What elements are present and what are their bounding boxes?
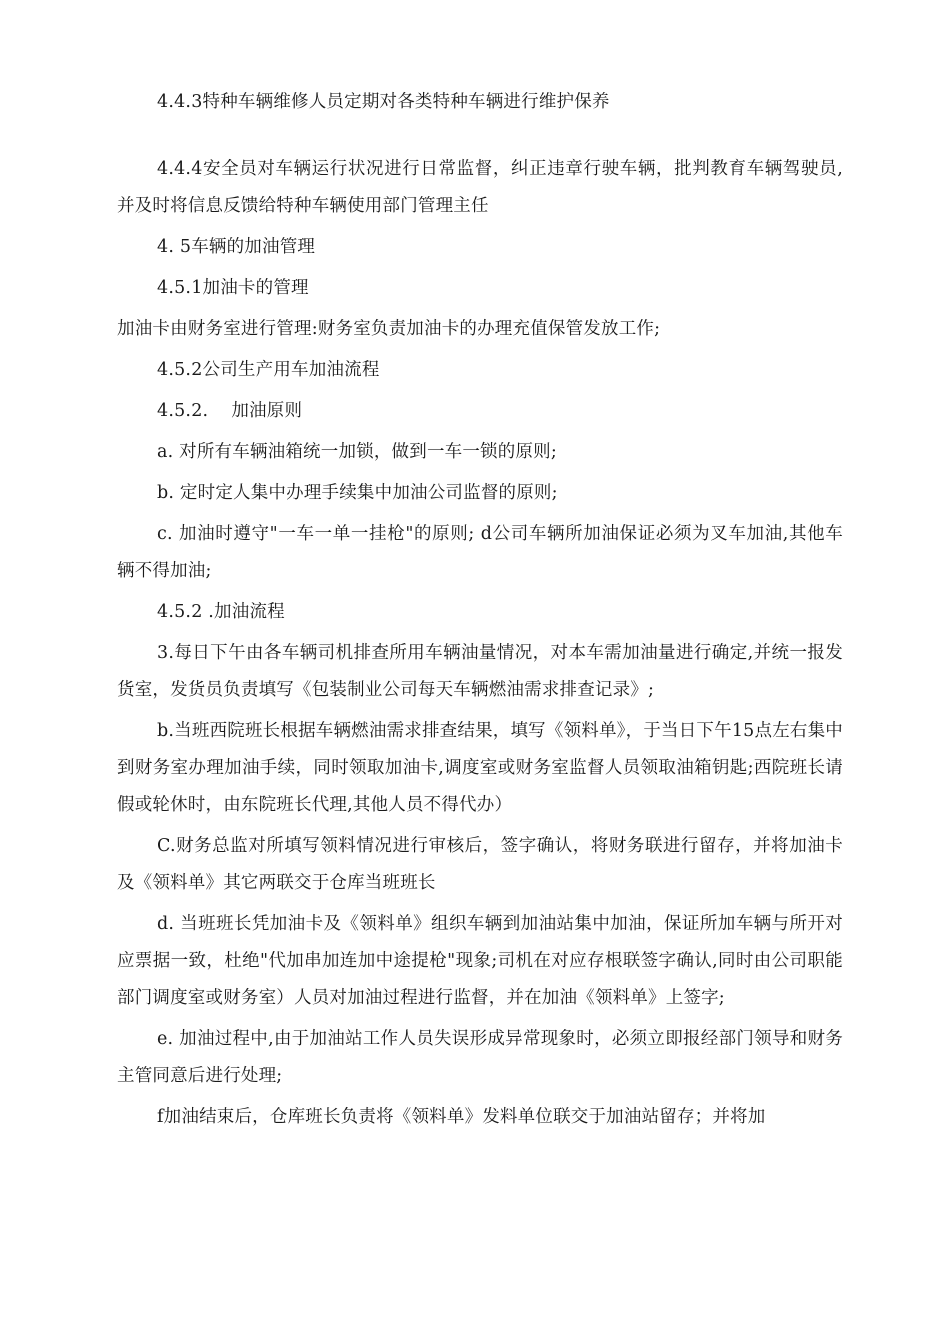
process-step-3: 3.每日下午由各车辆司机排查所用车辆油量情况，对本车需加油量进行确定,并统一报发货室，发货员负责填写《包装制业公司每天车辆燃油需求排查记录》; — [117, 643, 843, 700]
document-page — [117, 84, 843, 1140]
list-item-c: c. 加油时遵守"一车一单一挂枪"的原则; d公司车辆所加油保证必须为叉车加油,其他车辆不得加油; — [117, 524, 843, 581]
list-item-a: a. 对所有车辆油箱统一加锁，做到一车一锁的原则; — [157, 442, 557, 462]
paragraph-fuel-card: 加油卡由财务室进行管理:财务室负责加油卡的办理充值保管发放工作; — [117, 319, 661, 339]
heading-fuel-process: 4.5.2 .加油流程 — [157, 602, 285, 622]
process-step-c: C.财务总监对所填写领料情况进行审核后，签字确认，将财务联进行留存，并将加油卡及《领料单》其它两联交于仓库当班班长 — [117, 836, 843, 893]
heading-4-5-2: 4.5.2公司生产用车加油流程 — [157, 360, 380, 380]
process-step-d: d. 当班班长凭加油卡及《领料单》组织车辆到加油站集中加油，保证所加车辆与所开对应票据一致，杜绝"代加串加连加中途提枪"现象;司机在对应存根联签字确认,同时由公司职能部门调度室或财务室）人员对加油过程进行监督，并在加油《领料单》上签字; — [117, 914, 843, 1008]
paragraph-4-4-3: 4.4.3特种车辆维修人员定期对各类特种车辆进行维护保养 — [157, 92, 610, 112]
process-step-f: f加油结束后，仓库班长负责将《领料单》发料单位联交于加油站留存；并将加 — [157, 1107, 766, 1127]
process-step-e: e. 加油过程中,由于加油站工作人员失误形成异常现象时，必须立即报经部门领导和财务主管同意后进行处理; — [117, 1029, 843, 1086]
heading-4-5: 4. 5车辆的加油管理 — [157, 237, 316, 257]
process-step-b: b.当班西院班长根据车辆燃油需求排查结果，填写《领料单》，于当日下午15点左右集中到财务室办理加油手续，同时领取加油卡,调度室或财务室监督人员领取油箱钥匙;西院班长请假或轮休时，由东院班长代理,其他人员不得代办） — [117, 721, 843, 815]
list-item-b: b. 定时定人集中办理手续集中加油公司监督的原则; — [157, 483, 558, 503]
heading-4-5-1: 4.5.1加油卡的管理 — [157, 278, 309, 298]
heading-fuel-principles: 4.5.2. 加油原则 — [157, 401, 303, 421]
paragraph-4-4-4: 4.4.4安全员对车辆运行状况进行日常监督，纠正违章行驶车辆，批判教育车辆驾驶员,并及时将信息反馈给特种车辆使用部门管理主任 — [117, 159, 843, 216]
